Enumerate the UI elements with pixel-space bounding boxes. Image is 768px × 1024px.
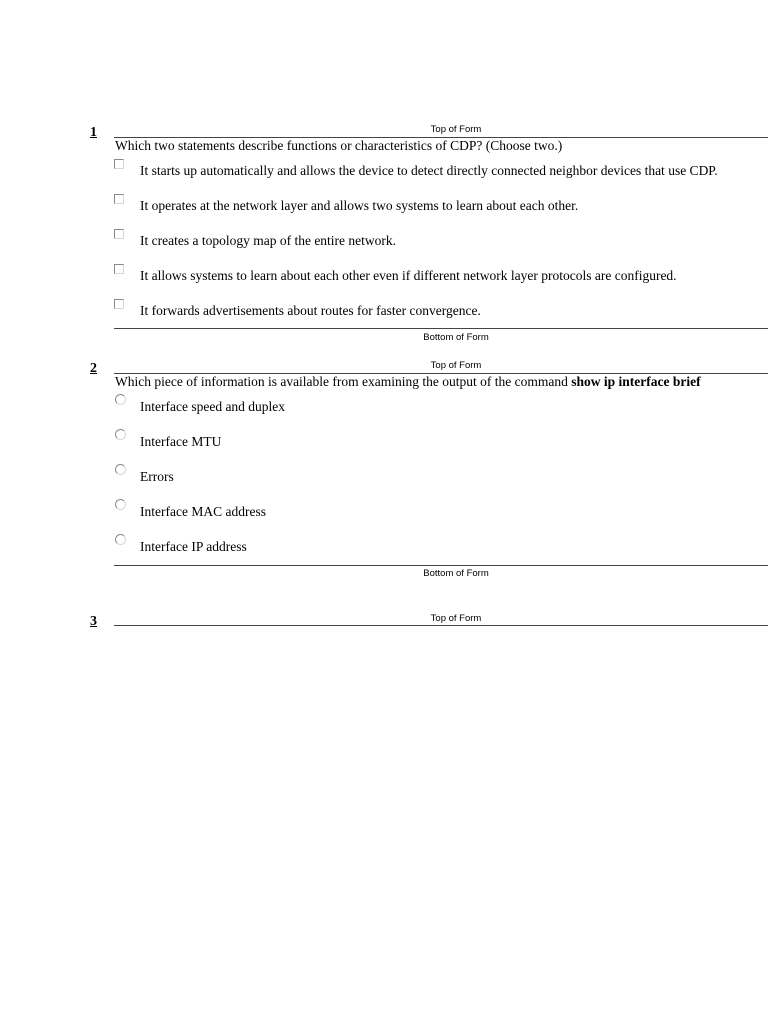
form-divider [114,625,768,626]
top-of-form-label: Top of Form [430,360,482,371]
form-divider [114,565,768,566]
answer-option-text: Interface speed and duplex [140,399,286,414]
answer-checkbox[interactable] [114,264,124,274]
answer-radio[interactable] [115,464,126,475]
question-text [115,374,768,390]
answer-option-text: It forwards advertisements about routes for faster convergence. [140,303,481,318]
answer-radio[interactable] [115,429,126,440]
answer-radio[interactable] [115,499,126,510]
question-text-prefix: Which piece of information is available from examining the output of the command [115,374,572,389]
command-text: show ip interface brief [571,374,701,389]
answer-checkbox[interactable] [114,229,124,239]
answer-radio[interactable] [115,394,126,405]
answer-checkbox[interactable] [114,299,124,309]
form-divider [114,328,768,329]
top-of-form-label: Top of Form [430,613,482,624]
answer-option-text: It allows systems to learn about each other even if different network layer protocols are configured. [140,268,677,283]
top-of-form-label: Top of Form [430,124,482,135]
answer-option-text: It operates at the network layer and allows two systems to learn about each other. [140,198,579,213]
answer-option-text: Interface MTU [140,434,222,449]
answer-option-text: Interface IP address [140,539,247,554]
answer-checkbox[interactable] [114,194,124,204]
answer-radio[interactable] [115,534,126,545]
question-number: 2 [90,361,97,376]
answer-option-text: Interface MAC address [140,504,266,519]
question-number: 1 [90,125,97,140]
answer-checkbox[interactable] [114,159,124,169]
bottom-of-form-label: Bottom of Form [423,332,489,343]
answer-option-text: Errors [140,469,174,484]
bottom-of-form-label: Bottom of Form [423,568,489,579]
answer-option-text: It creates a topology map of the entire network. [140,233,397,248]
question-number: 3 [90,614,97,629]
question-text: Which two statements describe functions or characteristics of CDP? (Choose two.) [115,138,563,153]
answer-option-text: It starts up automatically and allows the device to detect directly connected neighbor devices that use CDP. [140,163,718,178]
